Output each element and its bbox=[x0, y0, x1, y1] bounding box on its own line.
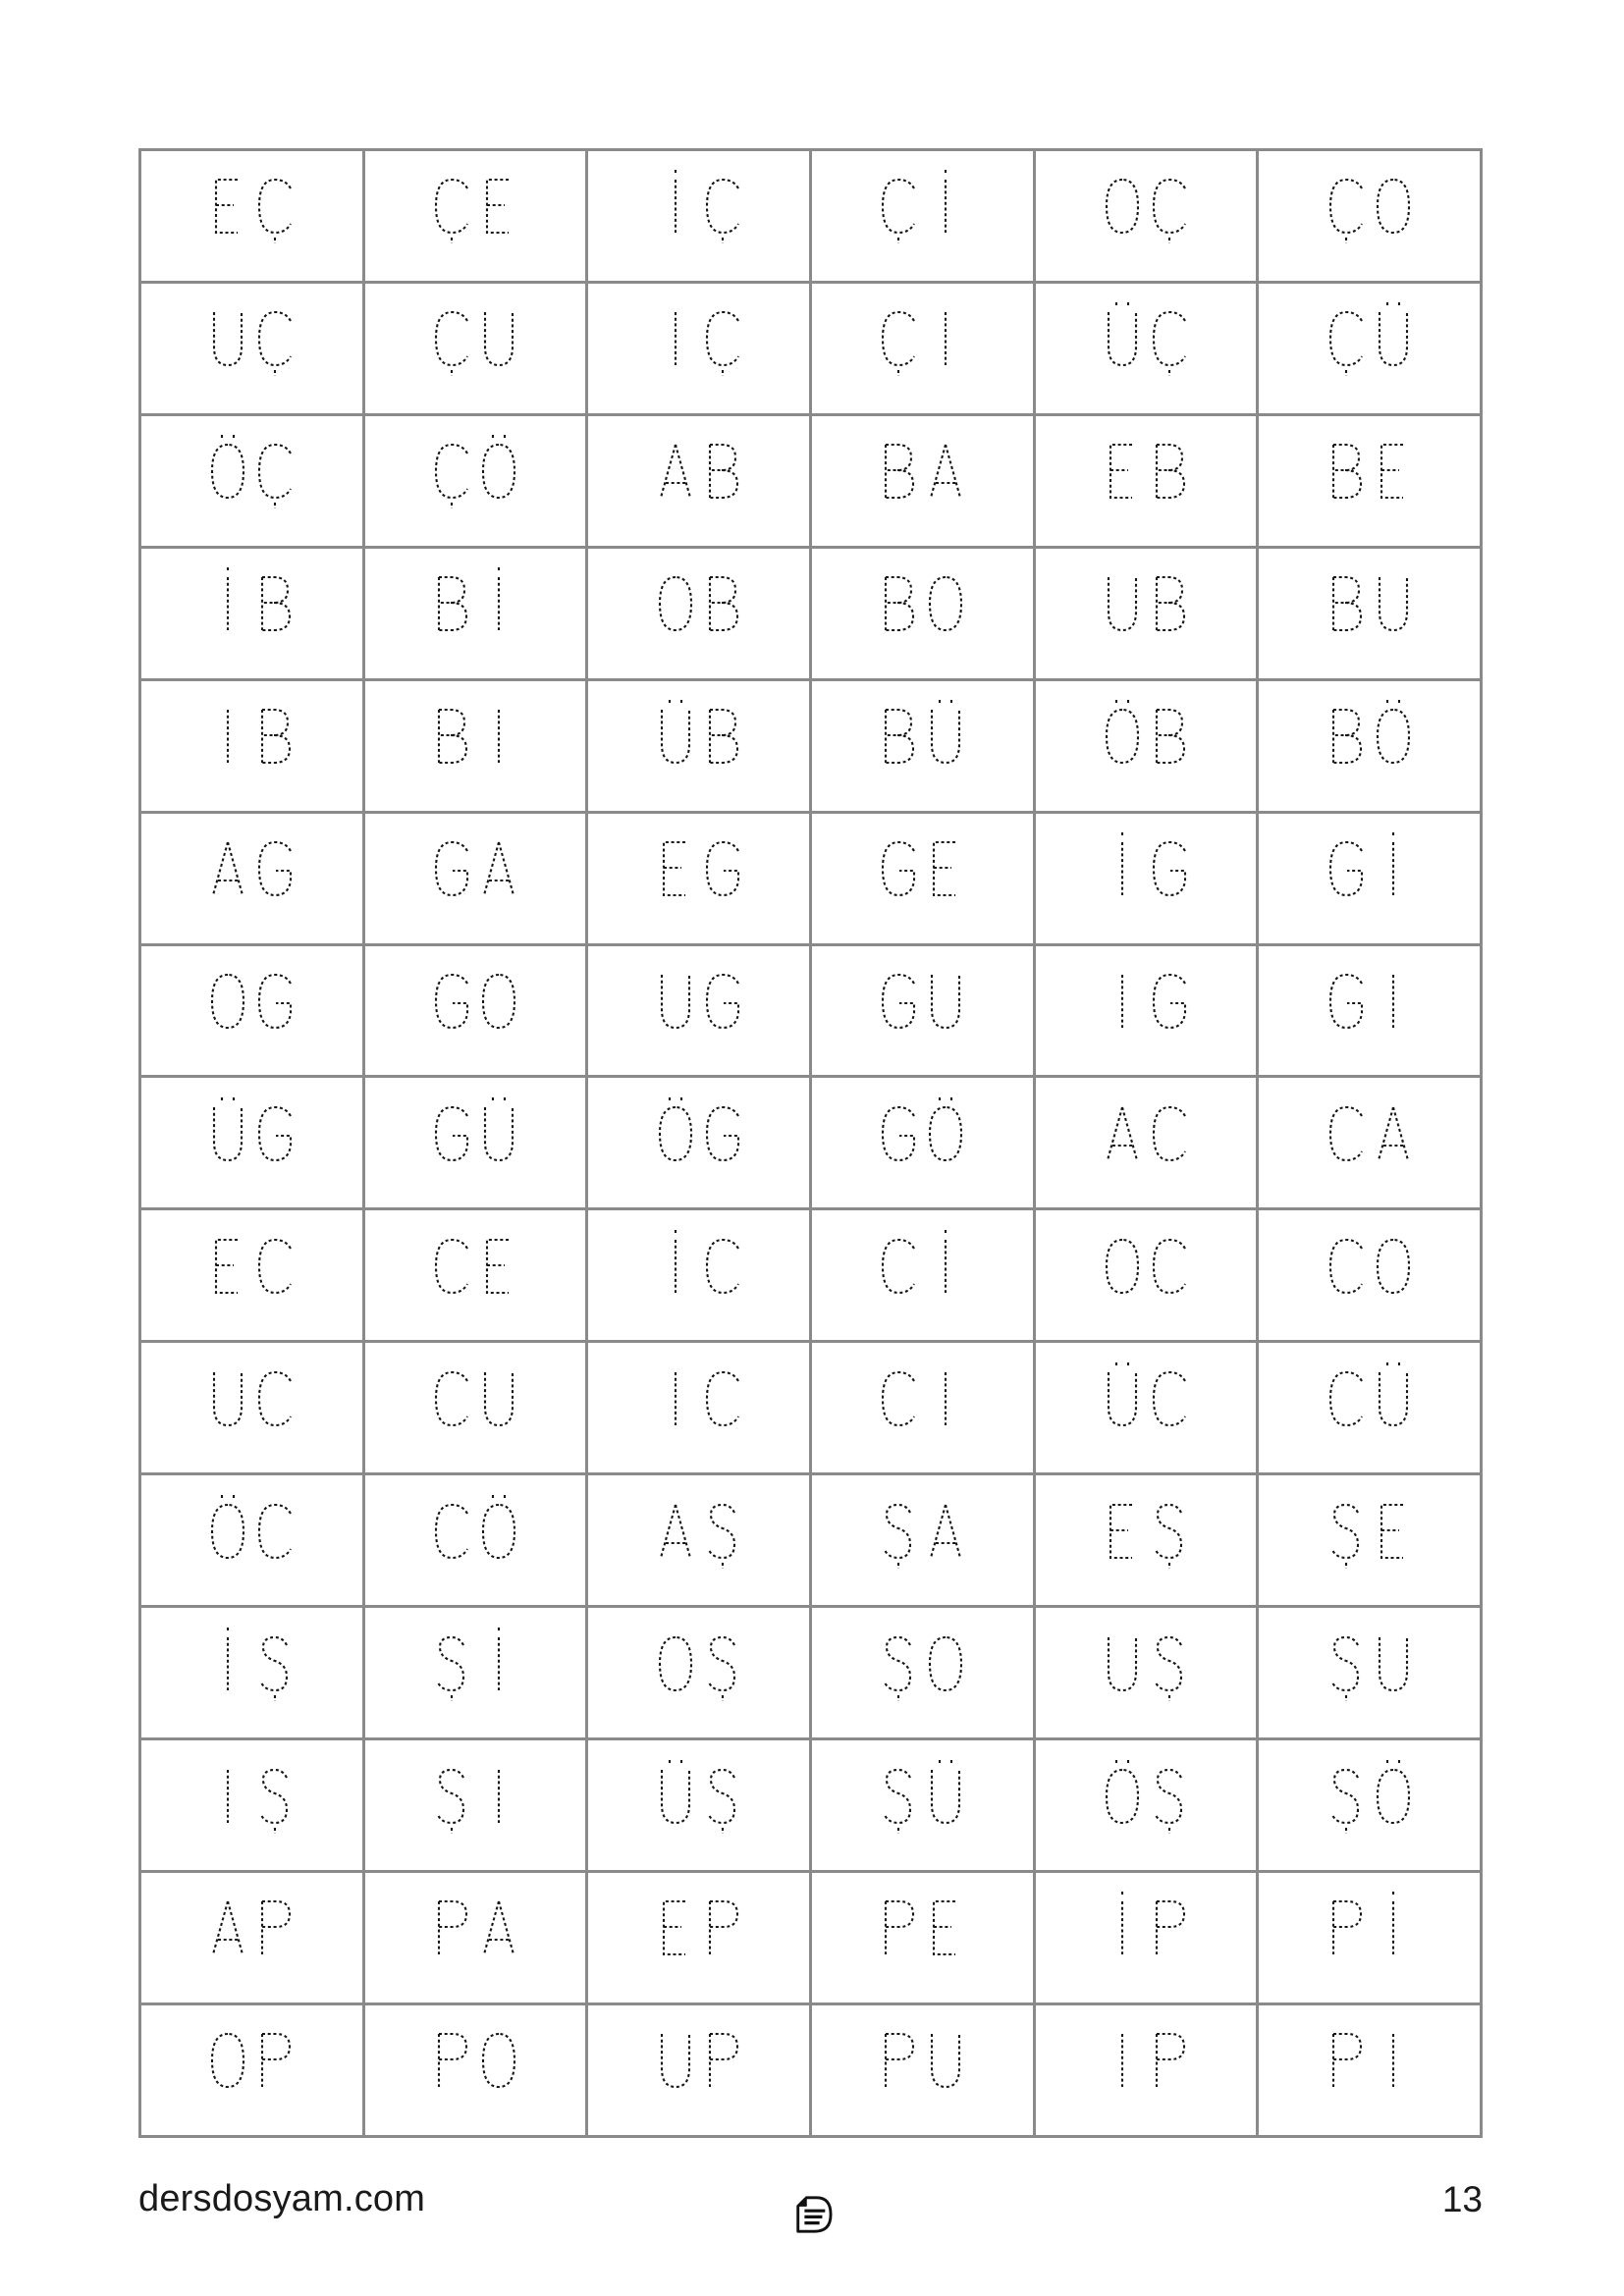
dotted-letter-pair bbox=[875, 1888, 969, 1974]
dotted-letter-pair bbox=[1099, 1359, 1193, 1445]
dotted-letter-pair bbox=[204, 563, 298, 650]
trace-cell bbox=[140, 1871, 364, 2003]
trace-cell bbox=[587, 1342, 811, 1474]
trace-cell bbox=[810, 1342, 1034, 1474]
trace-cell bbox=[1258, 150, 1482, 283]
dotted-letter-pair bbox=[204, 828, 298, 915]
trace-cell bbox=[140, 282, 364, 414]
dotted-letter-pair bbox=[204, 1756, 298, 1842]
dotted-letter-pair bbox=[1323, 563, 1417, 650]
dotted-letter-pair bbox=[652, 563, 746, 650]
grid-row bbox=[140, 1077, 1482, 1209]
trace-cell bbox=[810, 1607, 1034, 1739]
dotted-letter-pair bbox=[1323, 2020, 1417, 2107]
trace-cell bbox=[810, 150, 1034, 283]
dotted-letter-pair bbox=[875, 828, 969, 915]
dotted-letter-pair bbox=[875, 563, 969, 650]
trace-cell bbox=[140, 1739, 364, 1872]
dotted-letter-pair bbox=[1099, 431, 1193, 517]
dotted-letter-pair bbox=[1323, 431, 1417, 517]
trace-cell bbox=[1034, 2003, 1258, 2136]
trace-cell bbox=[1034, 414, 1258, 547]
trace-cell bbox=[587, 812, 811, 944]
trace-cell bbox=[587, 1607, 811, 1739]
trace-cell bbox=[1034, 1077, 1258, 1209]
trace-cell bbox=[1034, 282, 1258, 414]
dotted-letter-pair bbox=[428, 961, 522, 1047]
dotted-letter-pair bbox=[204, 1624, 298, 1710]
trace-cell bbox=[1034, 1209, 1258, 1342]
dotted-letter-pair bbox=[1323, 1888, 1417, 1974]
dotted-letter-pair bbox=[428, 298, 522, 385]
dotted-letter-pair bbox=[428, 166, 522, 252]
trace-cell bbox=[1258, 1607, 1482, 1739]
trace-cell bbox=[1258, 944, 1482, 1077]
dotted-letter-pair bbox=[204, 961, 298, 1047]
dotted-letter-pair bbox=[1323, 166, 1417, 252]
dotted-letter-pair bbox=[875, 1094, 969, 1180]
trace-cell bbox=[1258, 679, 1482, 812]
trace-cell bbox=[810, 414, 1034, 547]
trace-cell bbox=[810, 1077, 1034, 1209]
dotted-letter-pair bbox=[1099, 1226, 1193, 1312]
trace-cell bbox=[363, 1871, 587, 2003]
trace-cell bbox=[1258, 1474, 1482, 1607]
trace-cell bbox=[140, 150, 364, 283]
dotted-letter-pair bbox=[204, 1226, 298, 1312]
trace-cell bbox=[363, 2003, 587, 2136]
grid-row bbox=[140, 282, 1482, 414]
trace-cell bbox=[810, 944, 1034, 1077]
trace-cell bbox=[363, 1077, 587, 1209]
dotted-letter-pair bbox=[652, 298, 746, 385]
trace-cell bbox=[1258, 812, 1482, 944]
trace-cell bbox=[363, 1607, 587, 1739]
dotted-letter-pair bbox=[204, 2020, 298, 2107]
dotted-letter-pair bbox=[428, 1226, 522, 1312]
trace-cell bbox=[140, 1607, 364, 1739]
trace-cell bbox=[587, 2003, 811, 2136]
dotted-letter-pair bbox=[204, 166, 298, 252]
trace-cell bbox=[810, 2003, 1034, 2136]
trace-cell bbox=[1258, 2003, 1482, 2136]
grid-row bbox=[140, 679, 1482, 812]
dotted-letter-pair bbox=[652, 2020, 746, 2107]
dotted-letter-pair bbox=[428, 1888, 522, 1974]
dotted-letter-pair bbox=[652, 1624, 746, 1710]
trace-cell bbox=[587, 944, 811, 1077]
dotted-letter-pair bbox=[428, 1756, 522, 1842]
trace-cell bbox=[1034, 1474, 1258, 1607]
grid-row bbox=[140, 1342, 1482, 1474]
grid-row bbox=[140, 1209, 1482, 1342]
dotted-letter-pair bbox=[204, 1491, 298, 1577]
trace-cell bbox=[810, 547, 1034, 679]
dotted-letter-pair bbox=[1099, 2020, 1193, 2107]
dotted-letter-pair bbox=[428, 1624, 522, 1710]
page-number: 13 bbox=[1441, 2179, 1483, 2219]
dotted-letter-pair bbox=[652, 166, 746, 252]
trace-cell bbox=[810, 1739, 1034, 1872]
grid-row bbox=[140, 812, 1482, 944]
dotted-letter-pair bbox=[652, 1359, 746, 1445]
dotted-letter-pair bbox=[875, 2020, 969, 2107]
dotted-letter-pair bbox=[204, 1094, 298, 1180]
trace-cell bbox=[587, 1739, 811, 1872]
dotted-letter-pair bbox=[875, 961, 969, 1047]
dotted-letter-pair bbox=[875, 1359, 969, 1445]
grid-row bbox=[140, 150, 1482, 283]
dotted-letter-pair bbox=[652, 696, 746, 782]
trace-cell bbox=[587, 1209, 811, 1342]
dotted-letter-pair bbox=[875, 1491, 969, 1577]
trace-cell bbox=[1034, 1871, 1258, 2003]
dotted-letter-pair bbox=[428, 1359, 522, 1445]
trace-cell bbox=[140, 1077, 364, 1209]
trace-cell bbox=[1258, 1209, 1482, 1342]
dotted-letter-pair bbox=[1099, 1888, 1193, 1974]
trace-cell bbox=[587, 679, 811, 812]
dotted-letter-pair bbox=[1099, 563, 1193, 650]
trace-cell bbox=[1258, 547, 1482, 679]
dotted-letter-pair bbox=[1323, 298, 1417, 385]
grid-row bbox=[140, 547, 1482, 679]
dotted-letter-pair bbox=[428, 828, 522, 915]
dotted-letter-pair bbox=[1099, 1756, 1193, 1842]
trace-cell bbox=[363, 1739, 587, 1872]
dotted-letter-pair bbox=[428, 1491, 522, 1577]
dotted-letter-pair bbox=[1099, 298, 1193, 385]
dotted-letter-pair bbox=[204, 431, 298, 517]
trace-cell bbox=[810, 1209, 1034, 1342]
trace-cell bbox=[363, 414, 587, 547]
dotted-letter-pair bbox=[652, 1756, 746, 1842]
site-url: dersdosyam.com bbox=[138, 2178, 426, 2219]
trace-cell bbox=[810, 679, 1034, 812]
trace-cell bbox=[140, 414, 364, 547]
grid-row bbox=[140, 1739, 1482, 1872]
dotted-letter-pair bbox=[1099, 961, 1193, 1047]
trace-cell bbox=[363, 1209, 587, 1342]
trace-cell bbox=[1258, 1871, 1482, 2003]
dotted-letter-pair bbox=[1099, 1491, 1193, 1577]
dotted-letter-pair bbox=[1099, 1094, 1193, 1180]
trace-cell bbox=[140, 944, 364, 1077]
trace-cell bbox=[140, 1209, 364, 1342]
trace-cell bbox=[140, 547, 364, 679]
dotted-letter-pair bbox=[875, 431, 969, 517]
trace-cell bbox=[1258, 1077, 1482, 1209]
dotted-letter-pair bbox=[1323, 1624, 1417, 1710]
dotted-letter-pair bbox=[1323, 961, 1417, 1047]
trace-cell bbox=[1258, 1739, 1482, 1872]
grid-row bbox=[140, 1474, 1482, 1607]
grid-row bbox=[140, 414, 1482, 547]
dotted-letter-pair bbox=[875, 1226, 969, 1312]
dotted-letter-pair bbox=[1323, 696, 1417, 782]
grid-row bbox=[140, 1871, 1482, 2003]
tracing-grid bbox=[138, 148, 1483, 2138]
dotted-letter-pair bbox=[875, 1756, 969, 1842]
trace-cell bbox=[587, 1871, 811, 2003]
document-logo-icon bbox=[789, 2195, 835, 2234]
trace-cell bbox=[1034, 1342, 1258, 1474]
dotted-letter-pair bbox=[1323, 828, 1417, 915]
trace-cell bbox=[810, 812, 1034, 944]
dotted-letter-pair bbox=[428, 563, 522, 650]
trace-cell bbox=[363, 679, 587, 812]
dotted-letter-pair bbox=[652, 828, 746, 915]
grid-row bbox=[140, 1607, 1482, 1739]
trace-cell bbox=[587, 1077, 811, 1209]
trace-cell bbox=[1034, 1739, 1258, 1872]
trace-cell bbox=[1034, 679, 1258, 812]
trace-cell bbox=[140, 2003, 364, 2136]
trace-cell bbox=[1034, 1607, 1258, 1739]
dotted-letter-pair bbox=[1099, 1624, 1193, 1710]
trace-cell bbox=[363, 547, 587, 679]
dotted-letter-pair bbox=[1323, 1094, 1417, 1180]
trace-cell bbox=[363, 1474, 587, 1607]
trace-cell bbox=[363, 282, 587, 414]
grid-row bbox=[140, 944, 1482, 1077]
trace-cell bbox=[587, 414, 811, 547]
trace-cell bbox=[1034, 547, 1258, 679]
dotted-letter-pair bbox=[1099, 166, 1193, 252]
dotted-letter-pair bbox=[1323, 1359, 1417, 1445]
dotted-letter-pair bbox=[1323, 1226, 1417, 1312]
dotted-letter-pair bbox=[652, 1094, 746, 1180]
dotted-letter-pair bbox=[875, 166, 969, 252]
dotted-letter-pair bbox=[875, 1624, 969, 1710]
trace-cell bbox=[1034, 812, 1258, 944]
dotted-letter-pair bbox=[875, 298, 969, 385]
trace-cell bbox=[140, 812, 364, 944]
trace-cell bbox=[1258, 414, 1482, 547]
trace-cell bbox=[140, 1474, 364, 1607]
trace-cell bbox=[587, 150, 811, 283]
trace-cell bbox=[140, 679, 364, 812]
dotted-letter-pair bbox=[652, 431, 746, 517]
trace-cell bbox=[363, 1342, 587, 1474]
trace-cell bbox=[363, 150, 587, 283]
trace-cell bbox=[810, 1474, 1034, 1607]
dotted-letter-pair bbox=[652, 1226, 746, 1312]
trace-cell bbox=[810, 282, 1034, 414]
dotted-letter-pair bbox=[652, 961, 746, 1047]
dotted-letter-pair bbox=[652, 1888, 746, 1974]
dotted-letter-pair bbox=[1099, 696, 1193, 782]
dotted-letter-pair bbox=[875, 696, 969, 782]
trace-cell bbox=[1258, 1342, 1482, 1474]
dotted-letter-pair bbox=[204, 1359, 298, 1445]
dotted-letter-pair bbox=[1323, 1756, 1417, 1842]
dotted-letter-pair bbox=[204, 1888, 298, 1974]
trace-cell bbox=[587, 1474, 811, 1607]
dotted-letter-pair bbox=[428, 696, 522, 782]
dotted-letter-pair bbox=[204, 298, 298, 385]
trace-cell bbox=[587, 547, 811, 679]
trace-cell bbox=[363, 812, 587, 944]
dotted-letter-pair bbox=[428, 2020, 522, 2107]
dotted-letter-pair bbox=[1323, 1491, 1417, 1577]
dotted-letter-pair bbox=[428, 1094, 522, 1180]
trace-cell bbox=[1034, 150, 1258, 283]
dotted-letter-pair bbox=[428, 431, 522, 517]
trace-cell bbox=[1258, 282, 1482, 414]
trace-cell bbox=[363, 944, 587, 1077]
dotted-letter-pair bbox=[204, 696, 298, 782]
trace-cell bbox=[587, 282, 811, 414]
trace-cell bbox=[140, 1342, 364, 1474]
dotted-letter-pair bbox=[652, 1491, 746, 1577]
grid-row bbox=[140, 2003, 1482, 2136]
dotted-letter-pair bbox=[1099, 828, 1193, 915]
trace-cell bbox=[810, 1871, 1034, 2003]
trace-cell bbox=[1034, 944, 1258, 1077]
